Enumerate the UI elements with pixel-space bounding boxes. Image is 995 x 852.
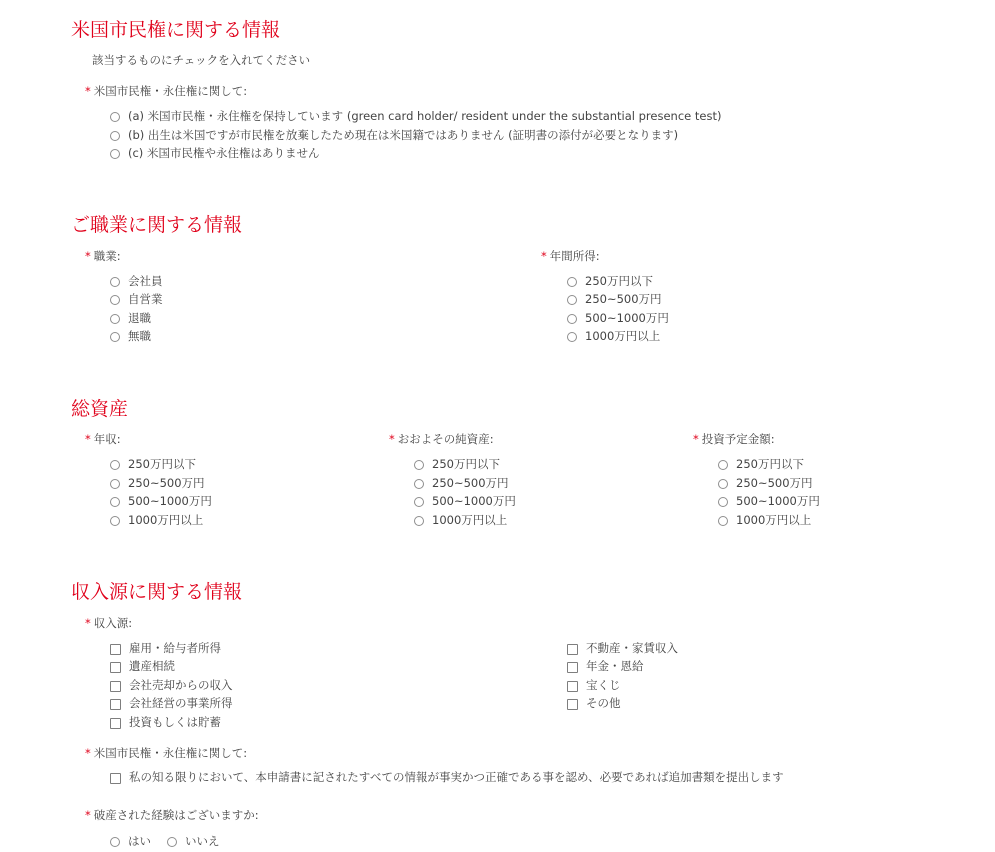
radio-button[interactable] <box>110 497 120 507</box>
radio-button[interactable] <box>110 332 120 342</box>
income-source-option[interactable] <box>567 660 644 674</box>
income-source-option[interactable] <box>567 642 678 656</box>
radio-button[interactable] <box>110 277 120 287</box>
net-assets-option[interactable] <box>414 477 509 491</box>
assets-heading: 総資産 <box>71 398 129 420</box>
checkbox[interactable] <box>110 644 121 655</box>
job-option-label: 退職 <box>128 311 151 326</box>
income-source-option[interactable] <box>110 679 233 693</box>
declaration-label: 米国市民権・永住権に関して: <box>93 746 248 760</box>
income-source-label: 収入源: <box>93 616 133 630</box>
job-option[interactable] <box>110 275 163 289</box>
net-assets-label: おおよその純資産: <box>397 432 494 446</box>
radio-button[interactable] <box>567 314 577 324</box>
bankruptcy-question <box>85 810 259 822</box>
bankruptcy-yes-label: はい <box>128 834 151 849</box>
job-label: 職業: <box>93 249 121 263</box>
radio-button[interactable] <box>718 460 728 470</box>
annual-earnings-option[interactable] <box>110 495 212 509</box>
income-source-heading: 収入源に関する情報 <box>71 581 243 603</box>
planned-investment-question <box>693 434 775 446</box>
radio-button[interactable] <box>110 149 120 159</box>
income-source-option-label: 会社売却からの収入 <box>129 678 233 693</box>
declaration-text: 私の知る限りにおいて、本申請書に記されたすべての情報が事実かつ正確である事を認め、必要であれば追加書類を提出します <box>129 770 784 785</box>
radio-button[interactable] <box>110 479 120 489</box>
citizenship-option-c[interactable] <box>110 147 319 161</box>
radio-button[interactable] <box>110 516 120 526</box>
job-option-label: 無職 <box>128 329 151 344</box>
checkbox[interactable] <box>110 662 121 673</box>
radio-button[interactable] <box>110 131 120 141</box>
income-source-option-label: 遺産相続 <box>129 659 175 674</box>
radio-button[interactable] <box>414 516 424 526</box>
income-source-option[interactable] <box>567 697 621 711</box>
declaration-agreement[interactable] <box>110 771 784 785</box>
required-mark: * <box>693 432 699 446</box>
job-option-label: 自営業 <box>128 292 163 307</box>
income-option-label: 500~1000万円 <box>585 311 669 326</box>
annual-income-label: 年間所得: <box>549 249 600 263</box>
planned-investment-option[interactable] <box>718 477 813 491</box>
checkbox[interactable] <box>567 699 578 710</box>
annual-income-question <box>541 251 600 263</box>
citizenship-option-a-label: (a) 米国市民権・永住権を保持しています (green card holder/ resident under the substantial presence test) <box>128 109 722 124</box>
income-source-option[interactable] <box>110 716 221 730</box>
citizenship-option-a[interactable] <box>110 110 721 124</box>
citizenship-instruction: 該当するものにチェックを入れてください <box>92 53 311 67</box>
radio-button[interactable] <box>414 497 424 507</box>
bankruptcy-yes-option[interactable] <box>110 835 151 849</box>
bankruptcy-no-label: いいえ <box>185 834 220 849</box>
bankruptcy-label: 破産された経験はございますか: <box>93 808 259 822</box>
net-assets-option[interactable] <box>414 458 500 472</box>
income-source-option[interactable] <box>110 642 221 656</box>
income-option[interactable] <box>567 312 669 326</box>
checkbox[interactable] <box>110 699 121 710</box>
required-mark: * <box>85 249 91 263</box>
net-assets-question <box>389 434 494 446</box>
income-option[interactable] <box>567 293 662 307</box>
planned-investment-option-label: 250万円以下 <box>736 457 804 472</box>
declaration-question <box>85 748 247 760</box>
job-option-label: 会社員 <box>128 274 163 289</box>
annual-earnings-option[interactable] <box>110 458 196 472</box>
checkbox[interactable] <box>110 773 121 784</box>
income-option[interactable] <box>567 330 660 344</box>
required-mark: * <box>389 432 395 446</box>
job-question <box>85 251 121 263</box>
bankruptcy-no-option[interactable] <box>167 835 220 849</box>
citizenship-option-b[interactable] <box>110 129 678 143</box>
income-option-label: 250万円以下 <box>585 274 653 289</box>
income-source-option[interactable] <box>110 660 175 674</box>
planned-investment-option[interactable] <box>718 458 804 472</box>
radio-button[interactable] <box>718 516 728 526</box>
job-option[interactable] <box>110 312 151 326</box>
checkbox[interactable] <box>567 662 578 673</box>
income-source-option-label: 投資もしくは貯蓄 <box>129 715 221 730</box>
radio-button[interactable] <box>167 837 177 847</box>
income-option-label: 250~500万円 <box>585 292 662 307</box>
income-source-option-label: 不動産・家賃収入 <box>586 641 678 656</box>
planned-investment-label: 投資予定金額: <box>701 432 775 446</box>
radio-button[interactable] <box>110 112 120 122</box>
income-source-option-label: 会社経営の事業所得 <box>129 696 233 711</box>
planned-investment-option[interactable] <box>718 514 811 528</box>
required-mark: * <box>85 616 91 630</box>
income-source-option[interactable] <box>567 679 621 693</box>
radio-button[interactable] <box>110 837 120 847</box>
income-option[interactable] <box>567 275 653 289</box>
net-assets-option-label: 250~500万円 <box>432 476 509 491</box>
income-source-option-label: 年金・恩給 <box>586 659 644 674</box>
annual-earnings-option-label: 500~1000万円 <box>128 494 212 509</box>
radio-button[interactable] <box>567 332 577 342</box>
net-assets-option[interactable] <box>414 495 516 509</box>
citizenship-question <box>85 86 247 98</box>
radio-button[interactable] <box>414 479 424 489</box>
citizenship-question-label: 米国市民権・永住権に関して: <box>93 84 248 98</box>
annual-earnings-option-label: 250~500万円 <box>128 476 205 491</box>
income-source-option[interactable] <box>110 697 233 711</box>
citizenship-option-c-label: (c) 米国市民権や永住権はありません <box>128 146 320 161</box>
radio-button[interactable] <box>718 479 728 489</box>
income-source-option-label: 宝くじ <box>586 678 621 693</box>
checkbox[interactable] <box>567 644 578 655</box>
radio-button[interactable] <box>110 295 120 305</box>
occupation-heading: ご職業に関する情報 <box>71 214 243 236</box>
citizenship-option-b-label: (b) 出生は米国ですが市民権を放棄したため現在は米国籍ではありません (証明書の添付が必要となります) <box>128 128 679 143</box>
required-mark: * <box>85 432 91 446</box>
net-assets-option[interactable] <box>414 514 507 528</box>
annual-earnings-option[interactable] <box>110 514 203 528</box>
planned-investment-option-label: 500~1000万円 <box>736 494 820 509</box>
job-option[interactable] <box>110 330 151 344</box>
required-mark: * <box>541 249 547 263</box>
radio-button[interactable] <box>110 314 120 324</box>
planned-investment-option-label: 250~500万円 <box>736 476 813 491</box>
income-source-option-label: その他 <box>586 696 621 711</box>
radio-button[interactable] <box>567 295 577 305</box>
job-option[interactable] <box>110 293 163 307</box>
radio-button[interactable] <box>110 460 120 470</box>
income-source-question <box>85 618 132 630</box>
radio-button[interactable] <box>414 460 424 470</box>
radio-button[interactable] <box>718 497 728 507</box>
radio-button[interactable] <box>567 277 577 287</box>
checkbox[interactable] <box>110 681 121 692</box>
citizenship-heading: 米国市民権に関する情報 <box>71 19 281 41</box>
required-mark: * <box>85 746 91 760</box>
required-mark: * <box>85 808 91 822</box>
income-source-option-label: 雇用・給与者所得 <box>129 641 221 656</box>
checkbox[interactable] <box>567 681 578 692</box>
income-option-label: 1000万円以上 <box>585 329 661 344</box>
annual-earnings-option[interactable] <box>110 477 205 491</box>
planned-investment-option-label: 1000万円以上 <box>736 513 812 528</box>
net-assets-option-label: 1000万円以上 <box>432 513 508 528</box>
net-assets-option-label: 500~1000万円 <box>432 494 516 509</box>
annual-earnings-question <box>85 434 121 446</box>
required-mark: * <box>85 84 91 98</box>
checkbox[interactable] <box>110 718 121 729</box>
annual-earnings-option-label: 1000万円以上 <box>128 513 204 528</box>
planned-investment-option[interactable] <box>718 495 820 509</box>
net-assets-option-label: 250万円以下 <box>432 457 500 472</box>
annual-earnings-label: 年収: <box>93 432 121 446</box>
annual-earnings-option-label: 250万円以下 <box>128 457 196 472</box>
